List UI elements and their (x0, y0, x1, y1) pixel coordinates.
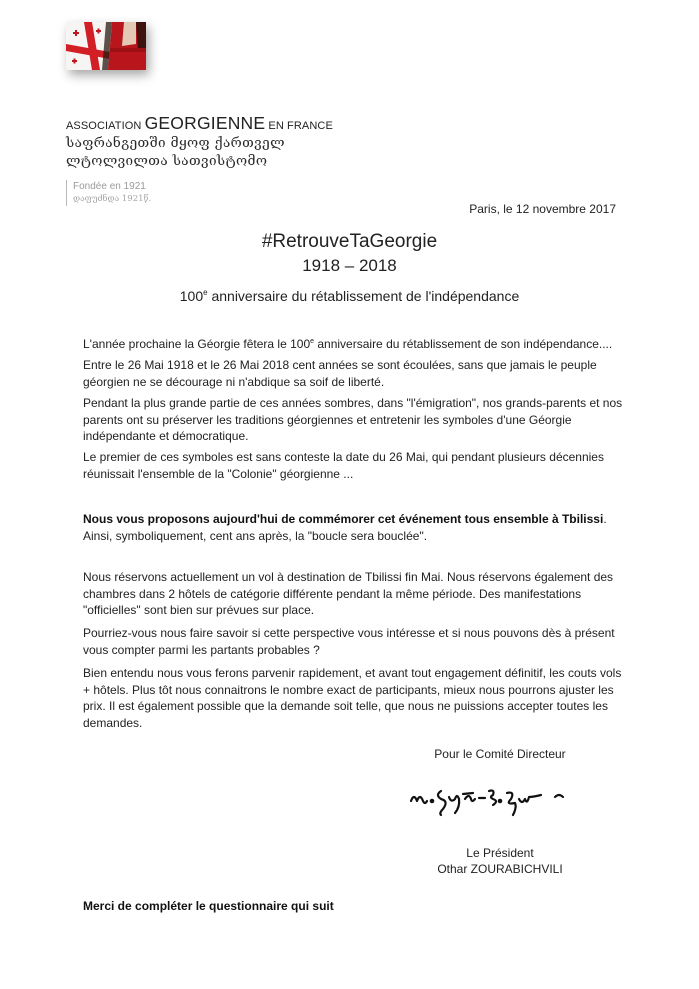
ordinal-sup: e (310, 338, 315, 345)
paragraph-7: Pourriez-vous nous faire savoir si cette perspective vous intéresse et si nous pouvons dès à présent vous compter parmi les partants probables ? (83, 626, 615, 657)
paragraph-5 (83, 511, 623, 544)
paragraph-2: Entre le 26 Mai 1918 et le 26 Mai 2018 cent années se sont écoulées, sans que jamais le peuple géorgien ne se décourage ni n'abdique sa soif de liberté. (83, 358, 597, 389)
paragraph-5-bold: Nous vous proposons aujourd'hui de commémorer cet événement tous ensemble à Tbilissi (83, 512, 604, 526)
paragraph-1-text-b: anniversaire du rétablissement de son indépendance.... (314, 337, 613, 351)
for-committee-label: Pour le Comité Directeur (434, 747, 566, 761)
georgian-name-line1: საფრანგეთში მყოფ ქართველ (66, 135, 285, 151)
ordinal-sup: e (203, 288, 208, 297)
org-name-prefix: ASSOCIATION (66, 120, 142, 132)
organization-name (66, 113, 333, 134)
anniversary-subtitle (0, 288, 699, 304)
paragraph-5-rest: . Ainsi, symboliquement, cent ans après, la "boucle sera bouclée". (83, 512, 607, 543)
paragraph-3: Pendant la plus grande partie de ces années sombres, dans "l'émigration", nos grands-parents et nos parents ont su préserver les traditions géorgiennes et entretenir les symboles d'une Géorgie indépendante et démocratique. (83, 396, 623, 443)
logo-flag-image (66, 22, 146, 70)
hashtag-title: #RetrouveTaGeorgie (261, 231, 438, 252)
founded-georgian: დაფუძნდა 1921წ. (73, 194, 152, 204)
closing-note: Merci de compléter le questionnaire qui suit (83, 899, 334, 913)
paragraph-4: Le premier de ces symboles est sans conteste la date du 26 Mai, qui pendant plusieurs décennies réunissait l'ensemble de la "Colonie" géorgienne ... (83, 450, 604, 481)
anniversary-number: 100 (179, 288, 204, 304)
anniversary-text: anniversaire du rétablissement de l'indépendance (207, 288, 520, 304)
date-line: Paris, le 12 novembre 2017 (469, 202, 616, 216)
founded-block (66, 180, 151, 206)
paragraph-1-text-a: L'année prochaine la Géorgie fêtera le 100 (83, 337, 311, 351)
org-name-main: GEORGIENNE (144, 113, 266, 133)
georgian-name-line2: ლტოლვილთა სათვისტომო (66, 153, 268, 169)
org-name-suffix: EN FRANCE (268, 120, 333, 132)
paragraph-1 (83, 334, 623, 353)
signature-image (405, 777, 575, 817)
handwritten-signature-icon (405, 777, 575, 817)
founded-french: Fondée en 1921 (73, 181, 146, 192)
paragraph-8: Bien entendu nous vous ferons parvenir rapidement, et avant tout engagement définitif, les couts vols + hôtels. Plus tôt nous connaitrons le nombre exact de participants, mieux nous pourrons ajuster les prix. Il est également possible que la demande soit telle, que nous ne puissions accepter toutes les demandes. (83, 666, 622, 730)
georgian-flag-icon (66, 22, 146, 70)
president-name: Othar ZOURABICHVILI (437, 862, 563, 876)
years-title: 1918 – 2018 (302, 256, 397, 275)
paragraph-6: Nous réservons actuellement un vol à destination de Tbilissi fin Mai. Nous réservons également des chambres dans 2 hôtels de catégorie différente pendant la même période. Des manifestations "officielles" sont bien sur prévues sur place. (83, 570, 614, 617)
president-title: Le Président (466, 846, 534, 860)
